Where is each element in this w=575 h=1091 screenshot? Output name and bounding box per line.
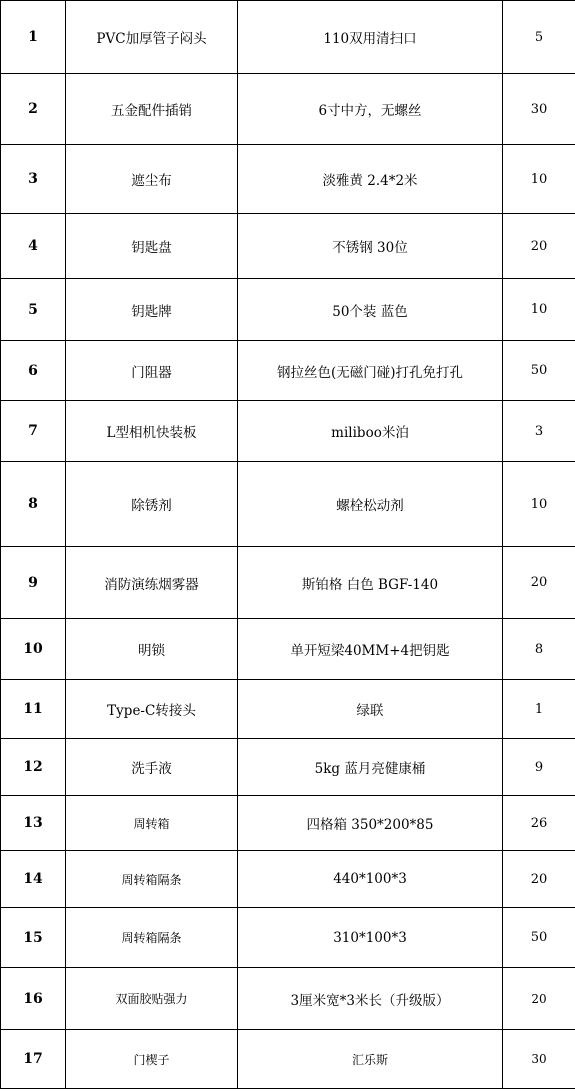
item-quantity: 8 [503, 619, 575, 680]
item-quantity: 30 [503, 74, 575, 145]
row-number: 10 [1, 619, 66, 680]
table-row [1, 214, 575, 279]
item-spec: 淡雅黄 2.4*2米 [238, 145, 503, 214]
row-number: 7 [1, 401, 66, 462]
item-name: 周转箱 [66, 796, 238, 851]
row-number: 12 [1, 739, 66, 796]
table-row [1, 851, 575, 908]
table-row [1, 401, 575, 462]
table-row [1, 1030, 575, 1089]
item-quantity: 10 [503, 279, 575, 341]
table-row [1, 547, 575, 619]
item-name: 门阻器 [66, 341, 238, 401]
item-name: L型相机快装板 [66, 401, 238, 462]
row-number: 13 [1, 796, 66, 851]
table-row [1, 145, 575, 214]
item-name: 门楔子 [66, 1030, 238, 1089]
item-name: 遮尘布 [66, 145, 238, 214]
item-spec: 汇乐斯 [238, 1030, 503, 1089]
item-quantity: 50 [503, 341, 575, 401]
item-name: Type-C转接头 [66, 680, 238, 739]
table-row [1, 279, 575, 341]
item-name: 除锈剂 [66, 462, 238, 547]
item-spec: 310*100*3 [238, 908, 503, 968]
row-number: 8 [1, 462, 66, 547]
item-quantity: 20 [503, 214, 575, 279]
item-spec: 斯铂格 白色 BGF-140 [238, 547, 503, 619]
item-spec: 3厘米宽*3米长（升级版） [238, 968, 503, 1030]
table-row [1, 908, 575, 968]
item-spec: 5kg 蓝月亮健康桶 [238, 739, 503, 796]
table-row [1, 680, 575, 739]
row-number: 11 [1, 680, 66, 739]
item-name: 钥匙盘 [66, 214, 238, 279]
table-row [1, 739, 575, 796]
item-name: 明锁 [66, 619, 238, 680]
row-number: 15 [1, 908, 66, 968]
row-number: 4 [1, 214, 66, 279]
item-spec: 四格箱 350*200*85 [238, 796, 503, 851]
row-number: 9 [1, 547, 66, 619]
item-name: 周转箱隔条 [66, 908, 238, 968]
item-spec: 螺栓松动剂 [238, 462, 503, 547]
item-quantity: 20 [503, 968, 575, 1030]
row-number: 17 [1, 1030, 66, 1089]
table-row [1, 968, 575, 1030]
item-spec: miliboo米泊 [238, 401, 503, 462]
item-name: 钥匙牌 [66, 279, 238, 341]
table-row [1, 619, 575, 680]
row-number: 2 [1, 74, 66, 145]
item-spec: 不锈钢 30位 [238, 214, 503, 279]
item-quantity: 20 [503, 547, 575, 619]
item-quantity: 9 [503, 739, 575, 796]
table-row [1, 341, 575, 401]
item-name: 周转箱隔条 [66, 851, 238, 908]
item-name: 洗手液 [66, 739, 238, 796]
item-name: 消防演练烟雾器 [66, 547, 238, 619]
item-name: 双面胶贴强力 [66, 968, 238, 1030]
item-name: PVC加厚管子闷头 [66, 1, 238, 74]
item-quantity: 30 [503, 1030, 575, 1089]
item-spec: 50个装 蓝色 [238, 279, 503, 341]
row-number: 14 [1, 851, 66, 908]
item-quantity: 10 [503, 145, 575, 214]
item-name: 五金配件插销 [66, 74, 238, 145]
item-quantity: 26 [503, 796, 575, 851]
row-number: 1 [1, 1, 66, 74]
item-quantity: 1 [503, 680, 575, 739]
item-spec: 绿联 [238, 680, 503, 739]
item-spec: 单开短梁40MM+4把钥匙 [238, 619, 503, 680]
table-row [1, 74, 575, 145]
item-quantity: 20 [503, 851, 575, 908]
table-row [1, 462, 575, 547]
item-quantity: 3 [503, 401, 575, 462]
item-quantity: 5 [503, 1, 575, 74]
row-number: 6 [1, 341, 66, 401]
item-spec: 钢拉丝色(无磁门碰)打孔免打孔 [238, 341, 503, 401]
table-row [1, 1, 575, 74]
item-spec: 6寸中方，无螺丝 [238, 74, 503, 145]
item-spec: 440*100*3 [238, 851, 503, 908]
item-spec: 110双用清扫口 [238, 1, 503, 74]
row-number: 3 [1, 145, 66, 214]
item-quantity: 50 [503, 908, 575, 968]
row-number: 5 [1, 279, 66, 341]
item-quantity: 10 [503, 462, 575, 547]
table-row [1, 796, 575, 851]
row-number: 16 [1, 968, 66, 1030]
